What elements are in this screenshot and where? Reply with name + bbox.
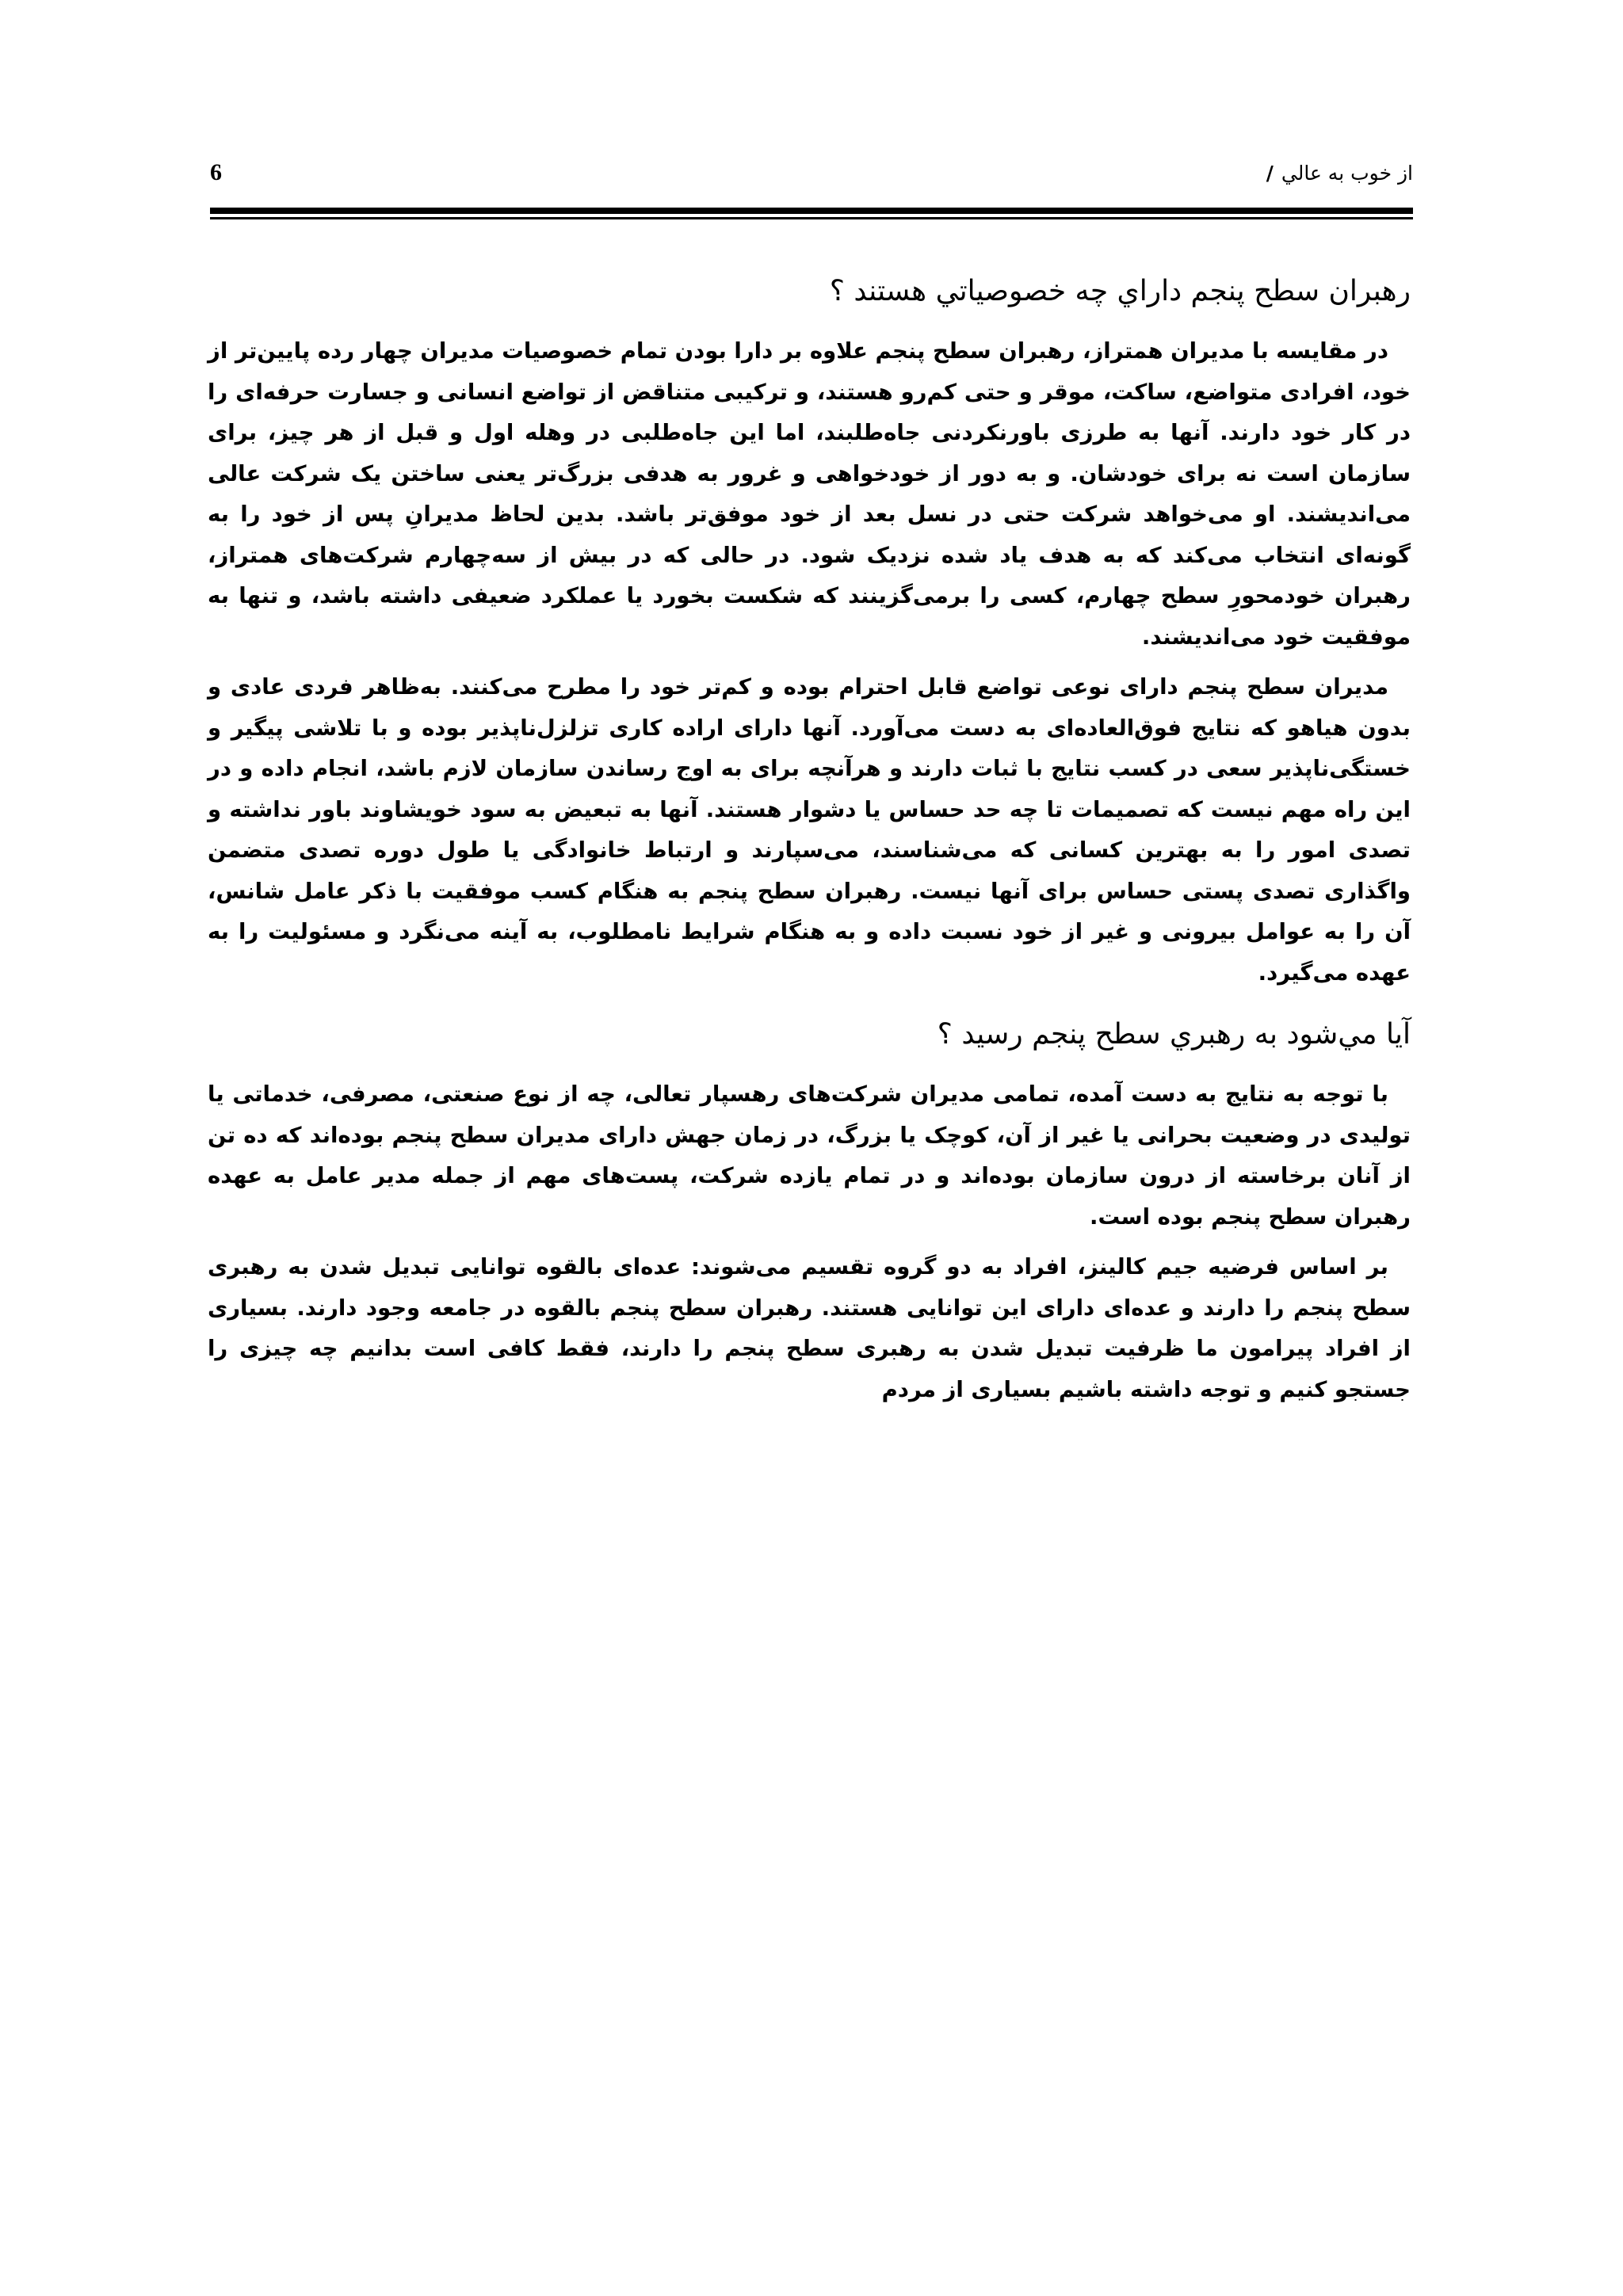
section-level5-traits (208, 268, 1411, 994)
section-heading: آيا مي‌شود به رهبري سطح پنجم رسيد ؟ (937, 1018, 1411, 1051)
running-title (1266, 162, 1413, 185)
body-paragraph: با توجه به نتایج به دست آمده، تمامی مدیران شرکت‌های رهسپار تعالی، چه از نوع صنعتی، مصرفی، خدماتی یا تولیدی در وضعیت بحرانی یا غیر از آن، کوچک یا بزرگ، در زمان جهش دارای مدیران سطح پنجم بوده‌اند که ده تن از آنان برخاسته از درون سازمان بوده‌اند و در تمام یازده شرکت، پست‌های مهم از جمله مدیر عامل به عهده رهبران سطح پنجم بوده است. (208, 1081, 1411, 1230)
body-paragraph: در مقایسه با مدیران همتراز، رهبران سطح پنجم علاوه بر دارا بودن تمام خصوصیات مدیران چهار رده پایین‌تر از خود، افرادی متواضع، ساکت، موقر و حتی کم‌رو هستند، و ترکیبی متناقض از تواضع انسانی و جسارت حرفه‌ای را در کار خود دارند. آنها به طرزی باورنکردنی جاه‌طلبند، اما این جاه‌طلبی در وهله اول و قبل از هر چیز، برای سازمان است نه برای خودشان. و به دور از خودخواهی و غرور به هدفی بزرگ‌تر یعنی ساختن یک شرکت عالی می‌اندیشند. او می‌خواهد شرکت حتی در نسل بعد از خود موفق‌تر باشد. بدین لحاظ مدیرانِ پس از خود را به گونه‌ای انتخاب می‌کند که به هدف یاد شده نزدیک شود. در حالی که در بیش از سه‌چهارم شرکت‌های همتراز، رهبران خودمحورِ سطح چهارم، کسی را برمی‌گزینند که شکست بخورد یا عملکرد ضعیفی داشته باشد، و تنها به موفقیت خود می‌اندیشند. (208, 338, 1411, 650)
running-title-text: از خوب به عالي (1281, 161, 1413, 185)
section-heading: رهبران سطح پنجم داراي چه خصوصياتي هستند ؟ (829, 275, 1411, 307)
header-rule-thin (210, 217, 1413, 219)
body-paragraph: مدیران سطح پنجم دارای نوعی تواضع قابل احترام بوده و کم‌تر خود را مطرح می‌کنند. به‌ظاهر فردی عادی و بدون هیاهو که نتایج فوق‌العاده‌ای به دست می‌آورد. آنها دارای اراده کاری تزلزل‌ناپذیر بوده و با تلاشی پیگیر و خستگی‌ناپذیر سعی در کسب نتایج با ثبات دارند و هرآنچه برای به اوج رساندن سازمان لازم باشد، انجام داده و در این راه مهم نیست که تصمیمات تا چه حد حساس یا دشوار هستند. آنها به تبعیض به سود خویشاوند باور نداشته و تصدی امور را به بهترین کسانی که می‌شناسند، می‌سپارند و ارتباط خانوادگی یا طول دوره تصدی متضمن واگذاری تصدی پستی حساس برای آنها نیست. رهبران سطح پنجم به هنگام کسب موفقیت با ذکر عامل شانس، آن را به عوامل بیرونی و غیر از خود نسبت داده و به هنگام شرایط نامطلوب، به آینه می‌نگرد و مسئولیت را به عهده می‌گیرد. (208, 674, 1411, 986)
page-number: 6 (210, 159, 222, 185)
page-body (208, 268, 1411, 1420)
header-rule-thick (210, 208, 1413, 214)
running-title-separator: / (1266, 161, 1274, 185)
running-header (210, 151, 1413, 195)
section-becoming-level5 (208, 1011, 1411, 1410)
body-paragraph: بر اساس فرضیه جیم کالینز، افراد به دو گروه تقسیم می‌شوند: عده‌ای بالقوه توانایی تبدیل شدن به رهبری سطح پنجم را دارند و عده‌ای دارای این توانایی هستند. رهبران سطح پنجم بالقوه در جامعه وجود دارند. بسیاری از افراد پیرامون ما ظرفیت تبدیل شدن به رهبری سطح پنجم را دارند، فقط کافی است بدانیم چه چیزی را جستجو کنیم و توجه داشته باشیم بسیاری از مردم (208, 1254, 1411, 1402)
